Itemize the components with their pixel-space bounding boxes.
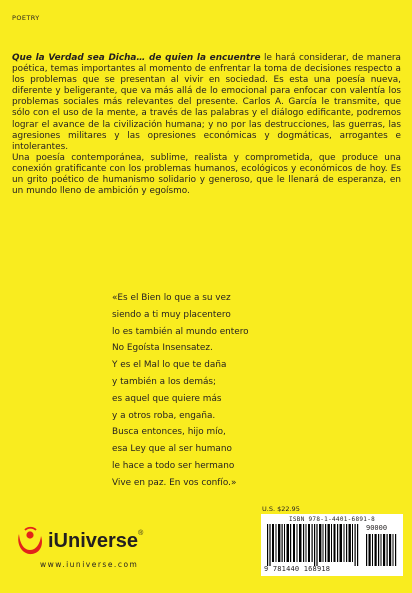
book-title-lead: Que la Verdad sea Dicha… de quien la encuentre (12, 53, 261, 63)
isbn-barcode (261, 514, 403, 576)
price-label: U.S. $22.95 (262, 505, 300, 513)
publisher-name (48, 530, 143, 553)
poem-line: y también a los demás; (112, 376, 217, 387)
publisher-url: www.iuniverse.com (40, 560, 139, 569)
description-text-1: le hará considerar, de manera poética, temas importantes al momento de enfrentar la toma de decisiones respecto a los problemas que se presentan al vivir en sociedad. Es esta una poesía nueva, diferente y beligerante, que va más allá de lo emocional para enfocar con valentía los problemas sociales más relevantes del presente. Carlos A. García le transmite, que sólo con el uso de la mente, a través de las palabras y el diálogo edificante, podremos lograr el avance de la civilización humana; y no por las destrucciones, las guerras, las agresiones militares y las opresiones económicas y dogmáticas, arrogantes e intolerantes. (12, 53, 401, 152)
poem-excerpt (112, 290, 352, 492)
publisher-logo (12, 526, 172, 570)
poem-line: «Es el Bien lo que a su vez (112, 293, 231, 303)
registered-mark: ® (138, 530, 144, 537)
poem-line: y a otros roba, engaña. (112, 410, 216, 421)
poem-line: siendo a ti muy placentero (112, 309, 231, 320)
category-label: POETRY (12, 14, 40, 22)
book-description (12, 53, 401, 197)
ean-code: 9 781440 168918 (264, 565, 331, 573)
description-paragraph-2: Una poesía contemporánea, sublime, realista y comprometida, que produce una conexión gratificante con los problemas humanos, ecológicos y económicos de hoy. Es un grito poético de humanismo solidario y generoso, que le llenará de esperanza, en un mundo lleno de ambición y egoísmo. (12, 152, 401, 197)
poem-line: esa Ley que al ser humano (112, 444, 232, 455)
description-paragraph-1 (12, 53, 401, 153)
addon-code: 90000 (366, 524, 388, 532)
poem-line: Busca entonces, hijo mío, (112, 427, 226, 438)
iuniverse-swoosh-icon (14, 526, 46, 558)
poem-line: es aquel que quiere más (112, 393, 222, 404)
poem-line: le hace a todo ser hermano (112, 460, 235, 471)
poem-line: lo es también al mundo entero (112, 326, 249, 337)
poem-line: Y es el Mal lo que te daña (112, 360, 227, 371)
poem-line: Vive en paz. En vos confío.» (112, 477, 237, 488)
publisher-name-text: iUniverse (48, 530, 139, 552)
isbn-number: ISBN 978-1-4401-6891-8 (288, 516, 376, 523)
poem-line: No Egoísta Insensatez. (112, 343, 213, 354)
